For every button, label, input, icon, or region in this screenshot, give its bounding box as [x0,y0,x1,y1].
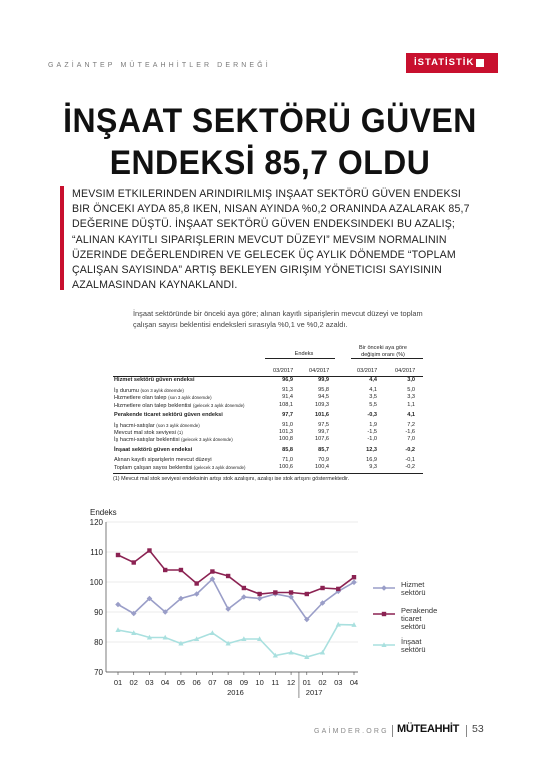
group-change-label [343,345,423,358]
y-tick-label: 80 [94,638,103,647]
x-tick-label: 11 [271,678,280,687]
x-tick-label: 04 [161,678,170,687]
table-row [113,436,423,443]
table-cell: 107,6 [315,436,329,443]
table-cell: 91,4 [282,394,293,401]
table-cell: 85,8 [282,446,293,453]
data-point [336,587,340,591]
data-point [194,581,198,585]
legend-marker [381,585,387,591]
table-cell: 101,6 [315,411,329,418]
data-point [257,592,261,596]
article-intro: İnşaat sektöründe bir önceki aya göre; alınan kayıtlı siparişlerin mevcut düzeyi ve toplam çalışan sayısı beklentisi endeksleri sırasıyla %0,1 ve %0,2 azaldı. [133,309,423,329]
table-cell: -1,0 [367,436,377,443]
table-cell: 99,9 [318,377,329,383]
title-line-1: İNŞAAT SEKTÖRÜ GÜVEN [63,102,477,140]
title-line-2: ENDEKSİ 85,7 OLDU [109,144,431,182]
row-label-text: Alınan kayıtlı siparişlerin mevcut düzeyi [114,456,212,463]
table-cell: 3,3 [407,394,415,401]
table-row [113,387,423,394]
data-point [352,575,356,579]
table-row [113,412,423,419]
table-cell: 95,8 [318,387,329,394]
article-title [44,100,495,184]
row-label-text: İş hacmi-satışlar beklentisi [114,437,180,444]
table-cell: 3,0 [407,377,415,383]
x-tick-label: 03 [145,678,154,687]
group-change-line-2: değişim oranı (%) [361,351,405,358]
section-tab [406,53,498,73]
table-cell: 4,1 [407,411,415,418]
table-row [113,429,423,436]
table-cell: 94,5 [318,394,329,401]
y-tick-label: 70 [94,668,103,677]
table-cell: 96,9 [282,377,293,383]
data-point [163,568,167,572]
data-point [320,586,324,590]
row-label [114,464,245,472]
data-point [210,569,214,573]
table-cell: 99,7 [318,429,329,436]
table-footnote: (1) Mevcut mal stok seviyesi endeksinin artışı stok azalışını, azalışı ise stok artışını göstermektedir. [113,473,423,482]
group-change-rule [351,358,423,359]
table-cell: 108,1 [279,401,293,408]
table-cell: 109,3 [315,401,329,408]
data-point [273,590,277,594]
table-cell: 100,6 [279,463,293,470]
footer-divider [392,725,393,737]
row-label-note: (gelecek 3 aylık dönemde) [181,437,233,443]
index-table [113,343,423,482]
table-body [113,377,423,471]
row-label-note: (gelecek 3 aylık dönemde) [193,464,246,470]
row-label-text: İnşaat sektörü güven endeksi [114,446,193,453]
table-cell: 7,2 [407,421,415,428]
table-cell: 9,3 [369,463,377,470]
x-tick-label: 03 [334,678,343,687]
legend-label: İnşaat sektörü [401,637,426,654]
table-row [113,447,423,454]
table-cell: 1,1 [407,401,415,408]
y-tick-label: 110 [90,548,103,557]
x-tick-label: 09 [239,678,249,687]
data-point [132,560,136,564]
footer-site: GAİMDER.ORG [314,728,389,735]
table-cell: 91,3 [282,387,293,394]
table-cell: -0,2 [405,463,415,470]
table-cell: 97,7 [282,411,293,418]
row-label-note: (son 3 aylık dönemde) [168,395,212,401]
row-label-text: Hizmet sektörü güven endeksi [114,377,195,383]
y-tick-label: 120 [89,518,103,527]
series-line [118,625,354,657]
row-label-text: Hizmetlere olan talep beklentisi [114,402,192,409]
data-point [289,590,293,594]
row-label-note: (son 3 aylık dönemde) [156,422,200,428]
row-label [114,457,212,464]
table-cell: 100,4 [315,463,329,470]
lead-accent-bar [60,186,64,290]
x-tick-label: 06 [192,678,201,687]
x-tick-label: 01 [113,678,123,687]
data-point [116,553,120,557]
row-label [114,447,192,454]
row-label [114,377,195,384]
x-tick-label: 07 [208,678,217,687]
legend-label: Hizmet sektörü [401,580,426,597]
table-row [113,377,423,384]
group-change-line-1: Bir önceki aya göre [359,345,407,351]
table-cell: 16,9 [366,456,377,463]
row-label [114,436,233,444]
x-tick-label: 05 [176,678,186,687]
section-square-icon [476,59,484,67]
column-header: 03/2017 [273,368,294,374]
table-cell: 4,1 [369,387,377,394]
row-label-text: Hizmetlere olan talep [114,395,167,402]
year-label: 2017 [305,688,323,697]
row-label [114,402,244,410]
section-label: İSTATİSTİK [414,57,475,68]
row-label-text: Toplam çalışan sayısı beklentisi [114,464,193,471]
table-cell: 97,5 [318,421,329,428]
footer-divider [466,725,467,737]
row-label-text: Perakende ticaret sektörü güven endeksi [114,411,223,418]
table-column-headers [113,367,423,377]
series-line [118,551,354,595]
table-cell: -0,1 [405,456,415,463]
group-index-rule [265,358,335,359]
data-point [210,630,215,635]
table-cell: -0,3 [367,411,377,418]
column-header: 03/2017 [357,368,378,374]
row-label-note: (son 3 aylık dönemde) [140,388,184,394]
y-tick-label: 100 [89,578,103,587]
table-cell: -0,2 [405,446,415,453]
y-tick-label: 90 [94,608,103,617]
x-tick-label: 01 [302,678,311,687]
table-cell: 101,3 [279,429,293,436]
column-header: 04/2017 [309,368,330,374]
x-tick-label: 08 [223,678,233,687]
row-label-note: (gelecek 3 aylık dönemde) [192,402,245,408]
row-label-text: İş durumu [114,388,139,395]
table-row [113,464,423,471]
table-cell: 12,3 [366,446,377,453]
table-cell: 100,8 [279,436,293,443]
y-axis-label: Endeks [90,508,117,517]
table-row [113,402,423,409]
data-point [179,568,183,572]
row-label [114,412,223,419]
table-cell: -1,6 [405,429,415,436]
x-tick-label: 02 [318,678,327,687]
row-label-text: Mevcut mal stok seviyesi [114,430,176,437]
table-row [113,422,423,429]
series-line [118,579,354,620]
table-cell: 5,5 [369,401,377,408]
row-label-text: İş hacmi-satışlar [114,422,155,429]
table-row [113,394,423,401]
page-number: 53 [472,723,484,735]
table-cell: 7,0 [407,436,415,443]
table-cell: 71,0 [282,456,293,463]
x-tick-label: 10 [255,678,264,687]
table-cell: 5,0 [407,387,415,394]
data-point [147,548,151,552]
x-tick-label: 12 [286,678,296,687]
table-header [113,343,423,367]
row-label-note: (1) [177,430,183,436]
data-point [242,586,246,590]
data-point [226,574,230,578]
column-header: 04/2017 [395,368,416,374]
group-index-label: Endeks [294,351,314,357]
table-cell: 1,9 [369,421,377,428]
confidence-index-chart [88,508,498,708]
table-cell: 85,7 [318,446,329,453]
footer-brand-logo: MÜTEAHHİT [397,723,460,735]
table-row [113,457,423,464]
x-tick-label: 04 [349,678,359,687]
table-cell: 3,5 [369,394,377,401]
table-cell: -1,5 [367,429,377,436]
data-point [305,592,309,596]
legend-label: Perakende ticaret sektörü [401,606,438,631]
association-name: GAZİANTEP MÜTEAHHİTLER DERNEĞİ [48,62,271,69]
table-cell: 4,4 [369,377,377,383]
table-cell: 70,9 [318,456,329,463]
table-cell: 91,0 [282,421,293,428]
year-label: 2016 [227,688,244,697]
data-point [257,596,263,602]
legend-marker [382,612,386,616]
x-tick-label: 02 [129,678,138,687]
article-lead: MEVSIM ETKILERINDEN ARINDIRILMIŞ INŞAAT SEKTÖRÜ GÜVEN ENDEKSI BIR ÖNCEKI AYDA 85,8 IKEN, NISAN AYINDA %0,2 ORANINDA AZALARAK 85,7 DEĞERINE DÜŞTÜ. İNŞAAT SEKTÖRÜ GÜVEN ENDEKSINDEKI BU AZALIŞ; “ALINAN KAYITLI SIPARIŞLERIN MEVCUT DÜZEYI” MEVSIM NORMALININ ÜZERINDE DEĞERLENDIREN VE GELECEK ÜÇ AYLIK DÖNEMDE “TOPLAM ÇALIŞAN SAYISINDA” ARTIŞ BEKLEYEN GIRIŞIM YÖNETICISI SAYISININ AZALMASINDAN KAYNAKLANDI. [72,188,470,292]
